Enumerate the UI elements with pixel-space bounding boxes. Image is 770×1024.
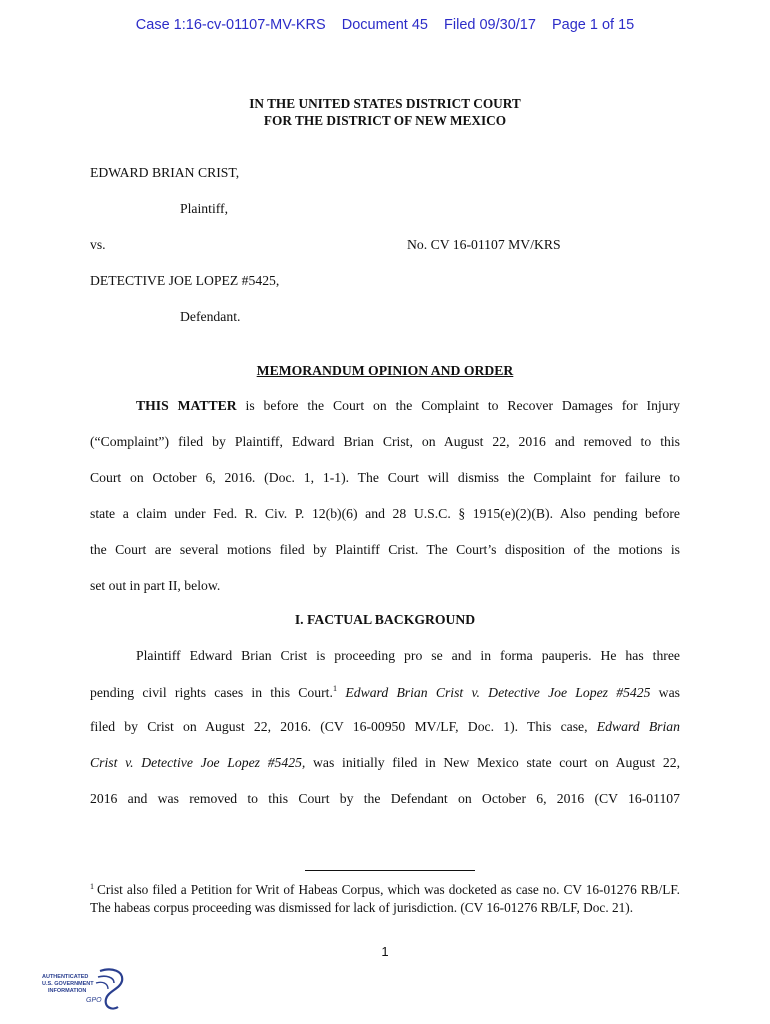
- defendant-name: DETECTIVE JOE LOPEZ #5425,: [90, 273, 280, 288]
- background-line-1: Plaintiff Edward Brian Crist is proceeding pro se and in forma pauperis. He has three: [136, 648, 680, 663]
- gpo-mark: GPO: [86, 997, 102, 1004]
- page-number: 1: [381, 944, 389, 959]
- page-indicator: Page 1 of 15: [551, 17, 635, 33]
- background-line-3: filed by Crist on August 22, 2016. (CV 16-00950 MV/LF, Doc. 1). This case, Edward Brian: [90, 719, 680, 734]
- footnote: $^1$ Crist also filed a Petition for Writ of Habeas Corpus, which was docketed as case no. CV 16-01276 RB/LF. The habeas corpus proceeding was dismissed for lack of jurisdiction. (CV 16-01276 RB/LF, Doc. 21).: [90, 882, 680, 915]
- gpo-line-3: INFORMATION: [48, 988, 87, 994]
- case-number: Case 1:16-cv-01107-MV-KRS: [135, 17, 326, 33]
- document-number: Document 45: [341, 17, 428, 33]
- versus: vs.: [90, 237, 106, 252]
- intro-line-1: THIS MATTER is before the Court on the Complaint to Recover Damages for Injury: [136, 398, 680, 413]
- intro-line-6: set out in part II, below.: [90, 578, 221, 593]
- intro-line-3: Court on October 6, 2016. (Doc. 1, 1-1). The Court will dismiss the Complaint for failure to: [90, 470, 680, 485]
- gpo-line-2: U.S. GOVERNMENT: [42, 981, 94, 987]
- footnote-divider: [305, 870, 475, 871]
- gpo-line-1: AUTHENTICATED: [42, 974, 89, 980]
- footnote-reference[interactable]: 1: [332, 683, 338, 693]
- intro-line-4: state a claim under Fed. R. Civ. P. 12(b)(6) and 28 U.S.C. § 1915(e)(2)(B). Also pending before: [90, 506, 680, 521]
- plaintiff-name: EDWARD BRIAN CRIST,: [90, 165, 240, 180]
- background-line-4: Crist v. Detective Joe Lopez #5425, was initially filed in New Mexico state court on August 22,: [90, 755, 681, 770]
- gpo-authentication-logo: [42, 967, 162, 1017]
- court-heading: [0, 95, 770, 129]
- plaintiff-role: Plaintiff,: [180, 201, 229, 216]
- intro-line-2: (“Complaint”) filed by Plaintiff, Edward Brian Crist, on August 22, 2016 and removed to this: [90, 434, 680, 449]
- case-docket-number: No. CV 16-01107 MV/KRS: [407, 237, 561, 252]
- defendant-role: Defendant.: [180, 309, 241, 324]
- court-line-1: IN THE UNITED STATES DISTRICT COURT: [249, 96, 521, 111]
- background-line-2: pending civil rights cases in this Court.$^1$ Edward Brian Crist v. Detective Joe Lopez #5425 was: [90, 683, 680, 700]
- document-title: MEMORANDUM OPINION AND ORDER: [256, 363, 514, 378]
- gpo-eagle-icon: [42, 967, 162, 1017]
- case-header: [0, 17, 770, 33]
- intro-line-5: the Court are several motions filed by Plaintiff Crist. The Court’s disposition of the motions is: [90, 542, 680, 557]
- court-line-2: FOR THE DISTRICT OF NEW MEXICO: [263, 113, 507, 128]
- filed-date: Filed 09/30/17: [444, 17, 536, 33]
- section-heading: I. FACTUAL BACKGROUND: [294, 612, 476, 627]
- background-line-5: 2016 and was removed to this Court by the Defendant on October 6, 2016 (CV 16-01107: [90, 791, 680, 806]
